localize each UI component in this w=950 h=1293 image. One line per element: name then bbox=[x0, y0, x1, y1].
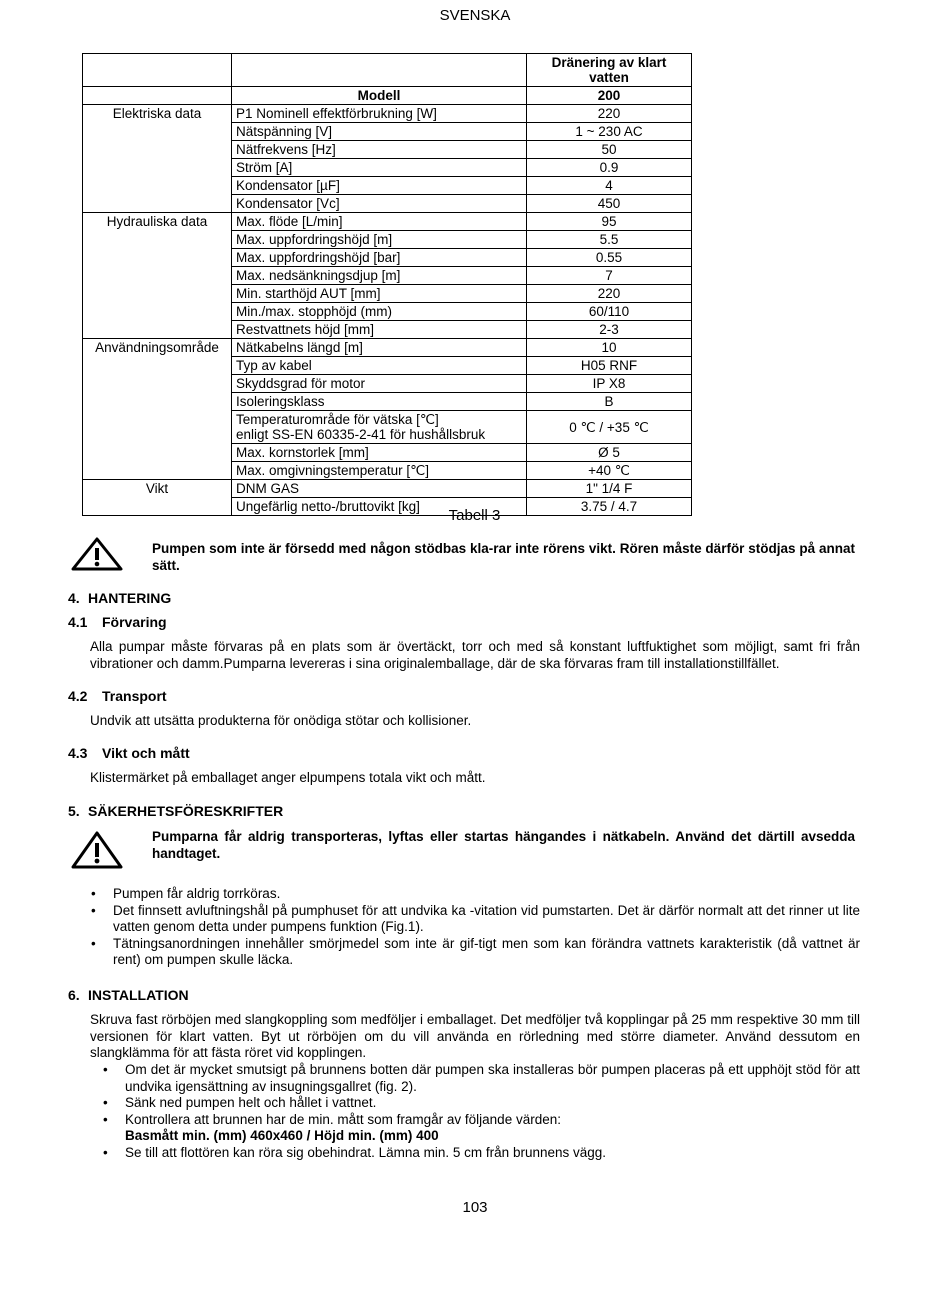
table-cell bbox=[83, 87, 232, 105]
section-4-2-text: Undvik att utsätta produkterna för onödiga stötar och kollisioner. bbox=[90, 713, 472, 728]
row-label: Max. uppfordringshöjd [bar] bbox=[232, 249, 527, 267]
row-value: IP X8 bbox=[527, 375, 692, 393]
row-value: 220 bbox=[527, 105, 692, 123]
column-header: Dränering av klart vatten bbox=[527, 54, 692, 87]
list-item: • Pumpen får aldrig torrköras. bbox=[113, 886, 860, 903]
table-cell bbox=[83, 54, 232, 87]
page-number: 103 bbox=[462, 1199, 488, 1216]
section-4-3-text: Klistermärket på emballaget anger elpumpens totala vikt och mått. bbox=[90, 770, 486, 785]
row-label: Kondensator [Vc] bbox=[232, 195, 527, 213]
section-4-1-text: Alla pumpar måste förvaras på en plats som är övertäckt, torr och med så konstant luftfuktighet som möjligt, samt fri från vibrationer och damm.Pumparna levereras i sina originalemballage, där de ska förvaras fram till installationstillfället. bbox=[90, 639, 860, 671]
list-item: • Det finnsett avluftningshål på pumphuset för att undvika ka -vitation vid pumstarten. Det är därför normalt att det rinner ut lite vatten genom detta under pumpens funktion (Fig.1). bbox=[113, 903, 860, 936]
row-value: 7 bbox=[527, 267, 692, 285]
section-6-heading: 6. INSTALLATION bbox=[68, 987, 189, 1003]
table-row bbox=[83, 105, 692, 123]
row-value: 1 ~ 230 AC bbox=[527, 123, 692, 141]
warning-icon bbox=[70, 536, 124, 572]
table-row bbox=[83, 213, 692, 231]
row-value: 0.55 bbox=[527, 249, 692, 267]
section-4-1-heading: 4.1 Förvaring bbox=[68, 614, 167, 630]
row-value: 10 bbox=[527, 339, 692, 357]
section-4-2-heading: 4.2 Transport bbox=[68, 688, 167, 704]
section-6-text: Skruva fast rörböjen med slangkoppling som medföljer i emballaget. Det medföljer två kopplingar på 25 mm respektive 30 mm till versionen för klart vatten. Byt ut rörböjen om du vill använda en rörledning med större diameter. Använd dessutom en slangklämma för att fästa röret vid kopplingen. bbox=[90, 1012, 860, 1060]
list-item: • Tätningsanordningen innehåller smörjmedel som inte är gif-tigt men som kan förändra vattnets karakteristik (då vattnet är rent) om pumpen skulle läcka. bbox=[113, 936, 860, 969]
row-label: DNM GAS bbox=[232, 480, 527, 498]
table-model-row bbox=[83, 87, 692, 105]
row-value: H05 RNF bbox=[527, 357, 692, 375]
page-header: SVENSKA bbox=[439, 7, 511, 24]
row-label: Ungefärlig netto-/bruttovikt [kg] bbox=[232, 498, 527, 516]
table-cell bbox=[232, 54, 527, 87]
list-item: • Sänk ned pumpen helt och hållet i vattnet. bbox=[125, 1095, 860, 1112]
installation-list bbox=[125, 1062, 860, 1161]
min-dimensions: Basmått min. (mm) 460x460 / Höjd min. (mm) 400 bbox=[125, 1128, 439, 1143]
row-value: B bbox=[527, 393, 692, 411]
row-label: Restvattnets höjd [mm] bbox=[232, 321, 527, 339]
row-label: Max. kornstorlek [mm] bbox=[232, 444, 527, 462]
row-label: Ström [A] bbox=[232, 159, 527, 177]
row-label: Nätspänning [V] bbox=[232, 123, 527, 141]
row-label: Nätkabelns längd [m] bbox=[232, 339, 527, 357]
row-label: P1 Nominell effektförbrukning [W] bbox=[232, 105, 527, 123]
section-4-heading: 4. HANTERING bbox=[68, 590, 172, 606]
row-label bbox=[232, 411, 527, 444]
row-value: 1" 1/4 F bbox=[527, 480, 692, 498]
warning-text-support: Pumpen som inte är försedd med någon stödbas kla-rar inte rörens vikt. Rören måste därför stödjas på annat sätt. bbox=[152, 541, 855, 573]
row-label: Min. starthöjd AUT [mm] bbox=[232, 285, 527, 303]
group-label: Elektriska data bbox=[83, 105, 232, 213]
row-label: Max. nedsänkningsdjup [m] bbox=[232, 267, 527, 285]
row-value: 450 bbox=[527, 195, 692, 213]
row-value: 4 bbox=[527, 177, 692, 195]
row-value: 3.75 / 4.7 bbox=[527, 498, 692, 516]
row-value: 5.5 bbox=[527, 231, 692, 249]
row-label: Kondensator [µF] bbox=[232, 177, 527, 195]
model-label: Modell bbox=[232, 87, 527, 105]
row-value: 0.9 bbox=[527, 159, 692, 177]
table-row bbox=[83, 480, 692, 498]
safety-list bbox=[113, 886, 860, 969]
row-value: 95 bbox=[527, 213, 692, 231]
spec-table bbox=[82, 53, 692, 516]
row-label: Nätfrekvens [Hz] bbox=[232, 141, 527, 159]
table-row bbox=[83, 339, 692, 357]
row-label: Max. flöde [L/min] bbox=[232, 213, 527, 231]
group-label: Hydrauliska data bbox=[83, 213, 232, 339]
section-4-3-heading: 4.3 Vikt och mått bbox=[68, 745, 190, 761]
list-item: • Kontrollera att brunnen har de min. mått som framgår av följande värden: Basmått min. (mm) 460x460 / Höjd min. (mm) 400 bbox=[125, 1112, 860, 1145]
model-value: 200 bbox=[527, 87, 692, 105]
row-label-line: enligt SS-EN 60335-2-41 för hushållsbruk bbox=[236, 427, 486, 442]
row-label-line: Temperaturområde för vätska [℃] bbox=[236, 412, 439, 427]
row-label: Max. uppfordringshöjd [m] bbox=[232, 231, 527, 249]
row-label: Isoleringsklass bbox=[232, 393, 527, 411]
row-label: Min./max. stopphöjd (mm) bbox=[232, 303, 527, 321]
row-value: 0 ℃ / +35 ℃ bbox=[527, 411, 692, 444]
row-value: 50 bbox=[527, 141, 692, 159]
list-item: • Se till att flottören kan röra sig obehindrat. Lämna min. 5 cm från brunnens vägg. bbox=[125, 1145, 860, 1162]
section-5-heading: 5. SÄKERHETSFÖRESKRIFTER bbox=[68, 803, 284, 819]
row-label: Max. omgivningstemperatur [℃] bbox=[232, 462, 527, 480]
table-caption: Tabell 3 bbox=[448, 507, 501, 524]
table-header-row bbox=[83, 54, 692, 87]
warning-text-cable: Pumparna får aldrig transporteras, lyftas eller startas hängandes i nätkabeln. Använd det därtill avsedda handtaget. bbox=[152, 829, 855, 861]
row-value: 220 bbox=[527, 285, 692, 303]
row-value: 60/110 bbox=[527, 303, 692, 321]
list-item: • Om det är mycket smutsigt på brunnens botten där pumpen ska installeras bör pumpen placeras på ett upphöjt stöd för att undvika igensättning av insugningsgallret (fig. 2). bbox=[125, 1062, 860, 1095]
group-label: Användningsområde bbox=[83, 339, 232, 480]
group-label: Vikt bbox=[83, 480, 232, 516]
row-label: Typ av kabel bbox=[232, 357, 527, 375]
row-value: Ø 5 bbox=[527, 444, 692, 462]
row-value: +40 ℃ bbox=[527, 462, 692, 480]
row-value: 2-3 bbox=[527, 321, 692, 339]
warning-icon bbox=[70, 830, 124, 870]
row-label: Skyddsgrad för motor bbox=[232, 375, 527, 393]
